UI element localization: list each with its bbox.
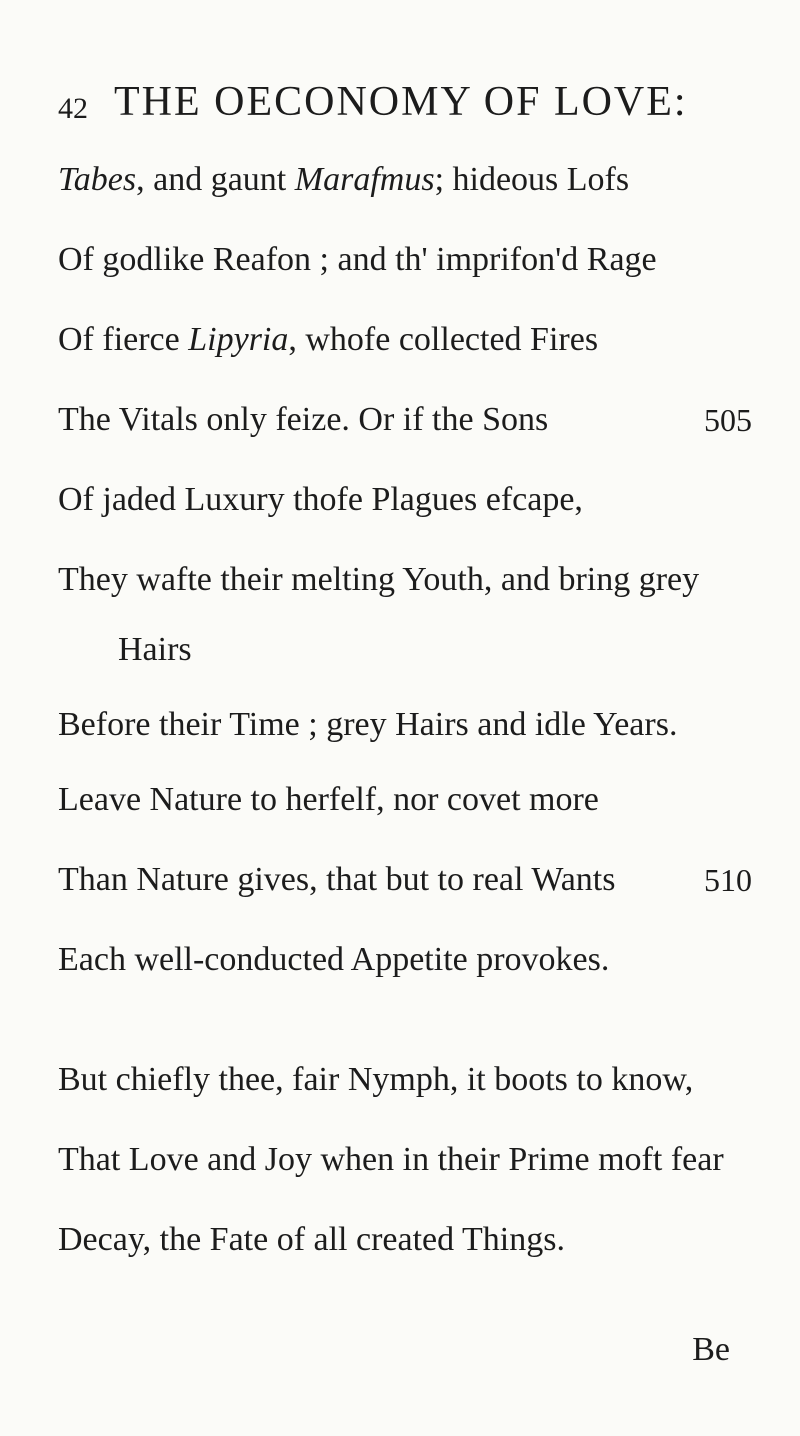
verse-line: That Love and Joy when in their Prime moft fear — [58, 1141, 724, 1178]
verse-line: Leave Nature to herfelf, nor covet more — [58, 781, 599, 818]
verse-line: But chiefly thee, fair Nymph, it boots to know, — [58, 1061, 694, 1098]
verse-text: ; hideous Lofs — [434, 161, 630, 198]
verse-line: The Vitals only feize. Or if the Sons — [58, 401, 549, 438]
catchword: Be — [692, 1331, 730, 1368]
line-number: 505 — [704, 402, 752, 438]
running-title: THE OECONOMY OF LOVE: — [114, 79, 688, 125]
page-header — [58, 78, 738, 138]
verse-text: Of fierce — [58, 321, 189, 358]
verse-line: Before their Time ; grey Hairs and idle Years. — [58, 706, 678, 743]
verse-italic: Marafmus — [294, 161, 435, 198]
verse-italic: Lipyria — [188, 321, 289, 358]
verse-line: Of godlike Reafon ; and th' imprifon'd Rage — [58, 241, 657, 278]
line-number: 510 — [704, 862, 752, 898]
verse-text: , whofe collected Fires — [288, 321, 599, 358]
verse-line: Of jaded Luxury thofe Plagues efcape, — [58, 481, 583, 518]
verse-text: , and gaunt — [136, 161, 295, 198]
verse-italic: Tabes — [58, 161, 137, 198]
verse-line — [58, 160, 629, 200]
page-number: 42 — [58, 92, 88, 125]
verse-line: Hairs — [118, 631, 192, 668]
verse-line: Than Nature gives, that but to real Wants — [58, 861, 616, 898]
verse-line — [58, 320, 598, 360]
verse-line: They wafte their melting Youth, and bring grey — [58, 561, 700, 598]
verse-line: Decay, the Fate of all created Things. — [58, 1221, 565, 1258]
verse-line: Each well-conducted Appetite provokes. — [58, 941, 610, 978]
